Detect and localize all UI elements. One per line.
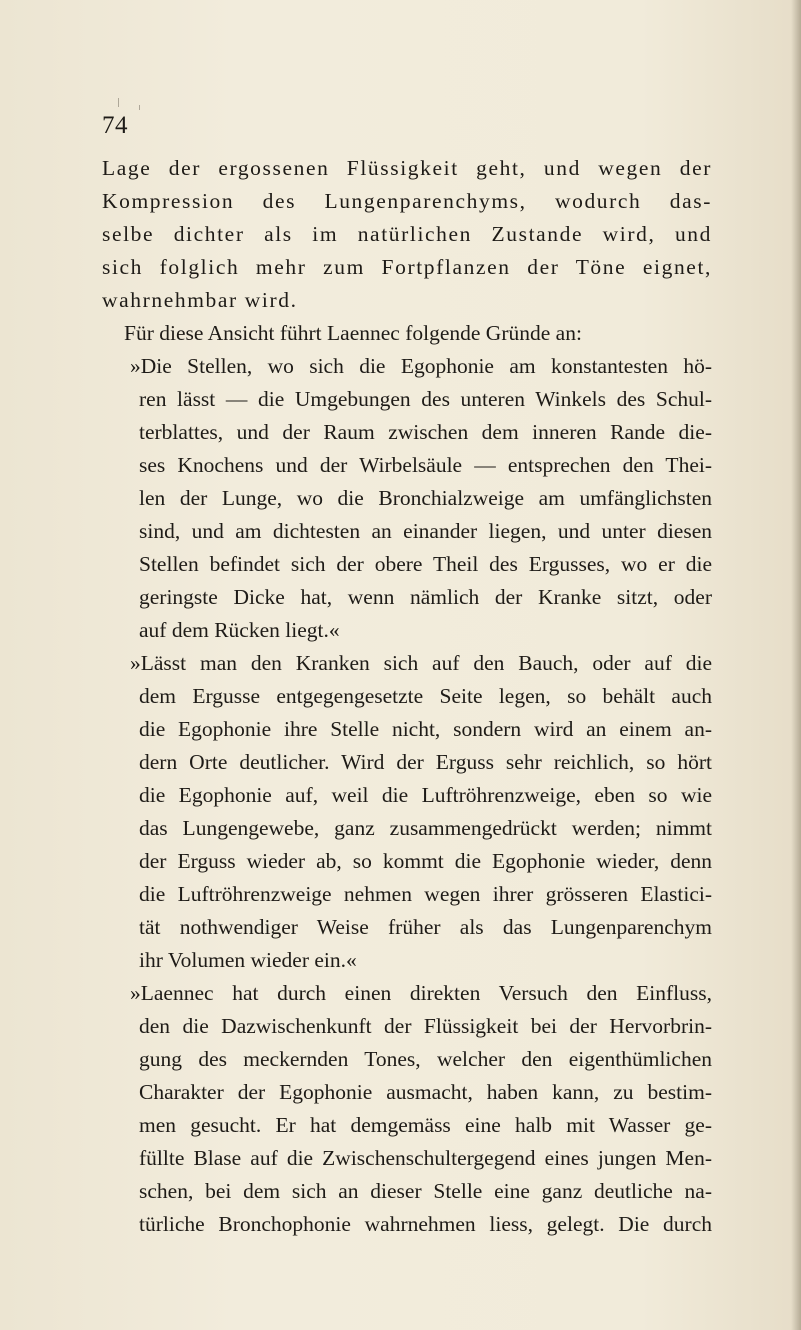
text-line: der Erguss wieder ab, so kommt die Egophonie wieder, denn [139,849,712,873]
text-line: dem Ergusse entgegengesetzte Seite legen, so behält auch [139,684,712,708]
text-line: Stellen befindet sich der obere Theil des Ergusses, wo er die [139,552,712,576]
text-line: tät nothwendiger Weise früher als das Lungenparenchym [139,915,712,939]
text-line: ses Knochens und der Wirbelsäule — entsprechen den Thei- [139,453,712,477]
text-line: füllte Blase auf die Zwischenschultergegend eines jungen Men- [139,1146,712,1170]
page-text-indented [102,317,712,1241]
text-line: wahrnehmbar wird. [102,288,298,312]
page-text [102,152,712,317]
page-number: 74 [102,112,128,139]
text-line: »Lässt man den Kranken sich auf den Bauch, oder auf die [130,651,712,675]
text-line: das Lungengewebe, ganz zusammengedrückt werden; nimmt [139,816,712,840]
text-line: den die Dazwischenkunft der Flüssigkeit bei der Hervorbrin- [139,1014,712,1038]
text-line: selbe dichter als im natürlichen Zustande wird, und [102,222,712,246]
text-line: Charakter der Egophonie ausmacht, haben kann, zu bestim- [139,1080,712,1104]
text-line: ihr Volumen wieder ein.« [139,948,357,972]
text-line: terblattes, und der Raum zwischen dem inneren Rande die- [139,420,712,444]
text-line: ren lässt — die Umgebungen des unteren Winkels des Schul- [139,387,712,411]
text-line: türliche Bronchophonie wahrnehmen liess, gelegt. Die durch [139,1212,712,1236]
text-line: die Egophonie auf, weil die Luftröhrenzweige, eben so wie [139,783,712,807]
text-line: »Laennec hat durch einen direkten Versuch den Einfluss, [130,981,712,1005]
text-line: die Egophonie ihre Stelle nicht, sondern wird an einem an- [139,717,712,741]
page-edge-shadow [791,0,801,1330]
text-line: die Luftröhrenzweige nehmen wegen ihrer grösseren Elastici- [139,882,712,906]
text-line: len der Lunge, wo die Bronchialzweige am umfänglichsten [139,486,712,510]
text-line: Kompression des Lungenparenchyms, wodurch das- [102,189,712,213]
text-line: dern Orte deutlicher. Wird der Erguss sehr reichlich, so hört [139,750,712,774]
text-line: auf dem Rücken liegt.« [139,618,340,642]
text-line: gung des meckernden Tones, welcher den eigenthümlichen [139,1047,712,1071]
text-line: geringste Dicke hat, wenn nämlich der Kranke sitzt, oder [139,585,712,609]
text-line: »Die Stellen, wo sich die Egophonie am konstantesten hö- [130,354,712,378]
text-line: Für diese Ansicht führt Laennec folgende Gründe an: [124,321,582,345]
text-line: Lage der ergossenen Flüssigkeit geht, und wegen der [102,156,712,180]
text-line: men gesucht. Er hat demgemäss eine halb mit Wasser ge- [139,1113,712,1137]
text-line: sind, und am dichtesten an einander liegen, und unter diesen [139,519,712,543]
ink-speck [118,98,119,107]
text-line: schen, bei dem sich an dieser Stelle eine ganz deutliche na- [139,1179,712,1203]
text-line: sich folglich mehr zum Fortpflanzen der Töne eignet, [102,255,712,279]
ink-speck [139,105,140,110]
